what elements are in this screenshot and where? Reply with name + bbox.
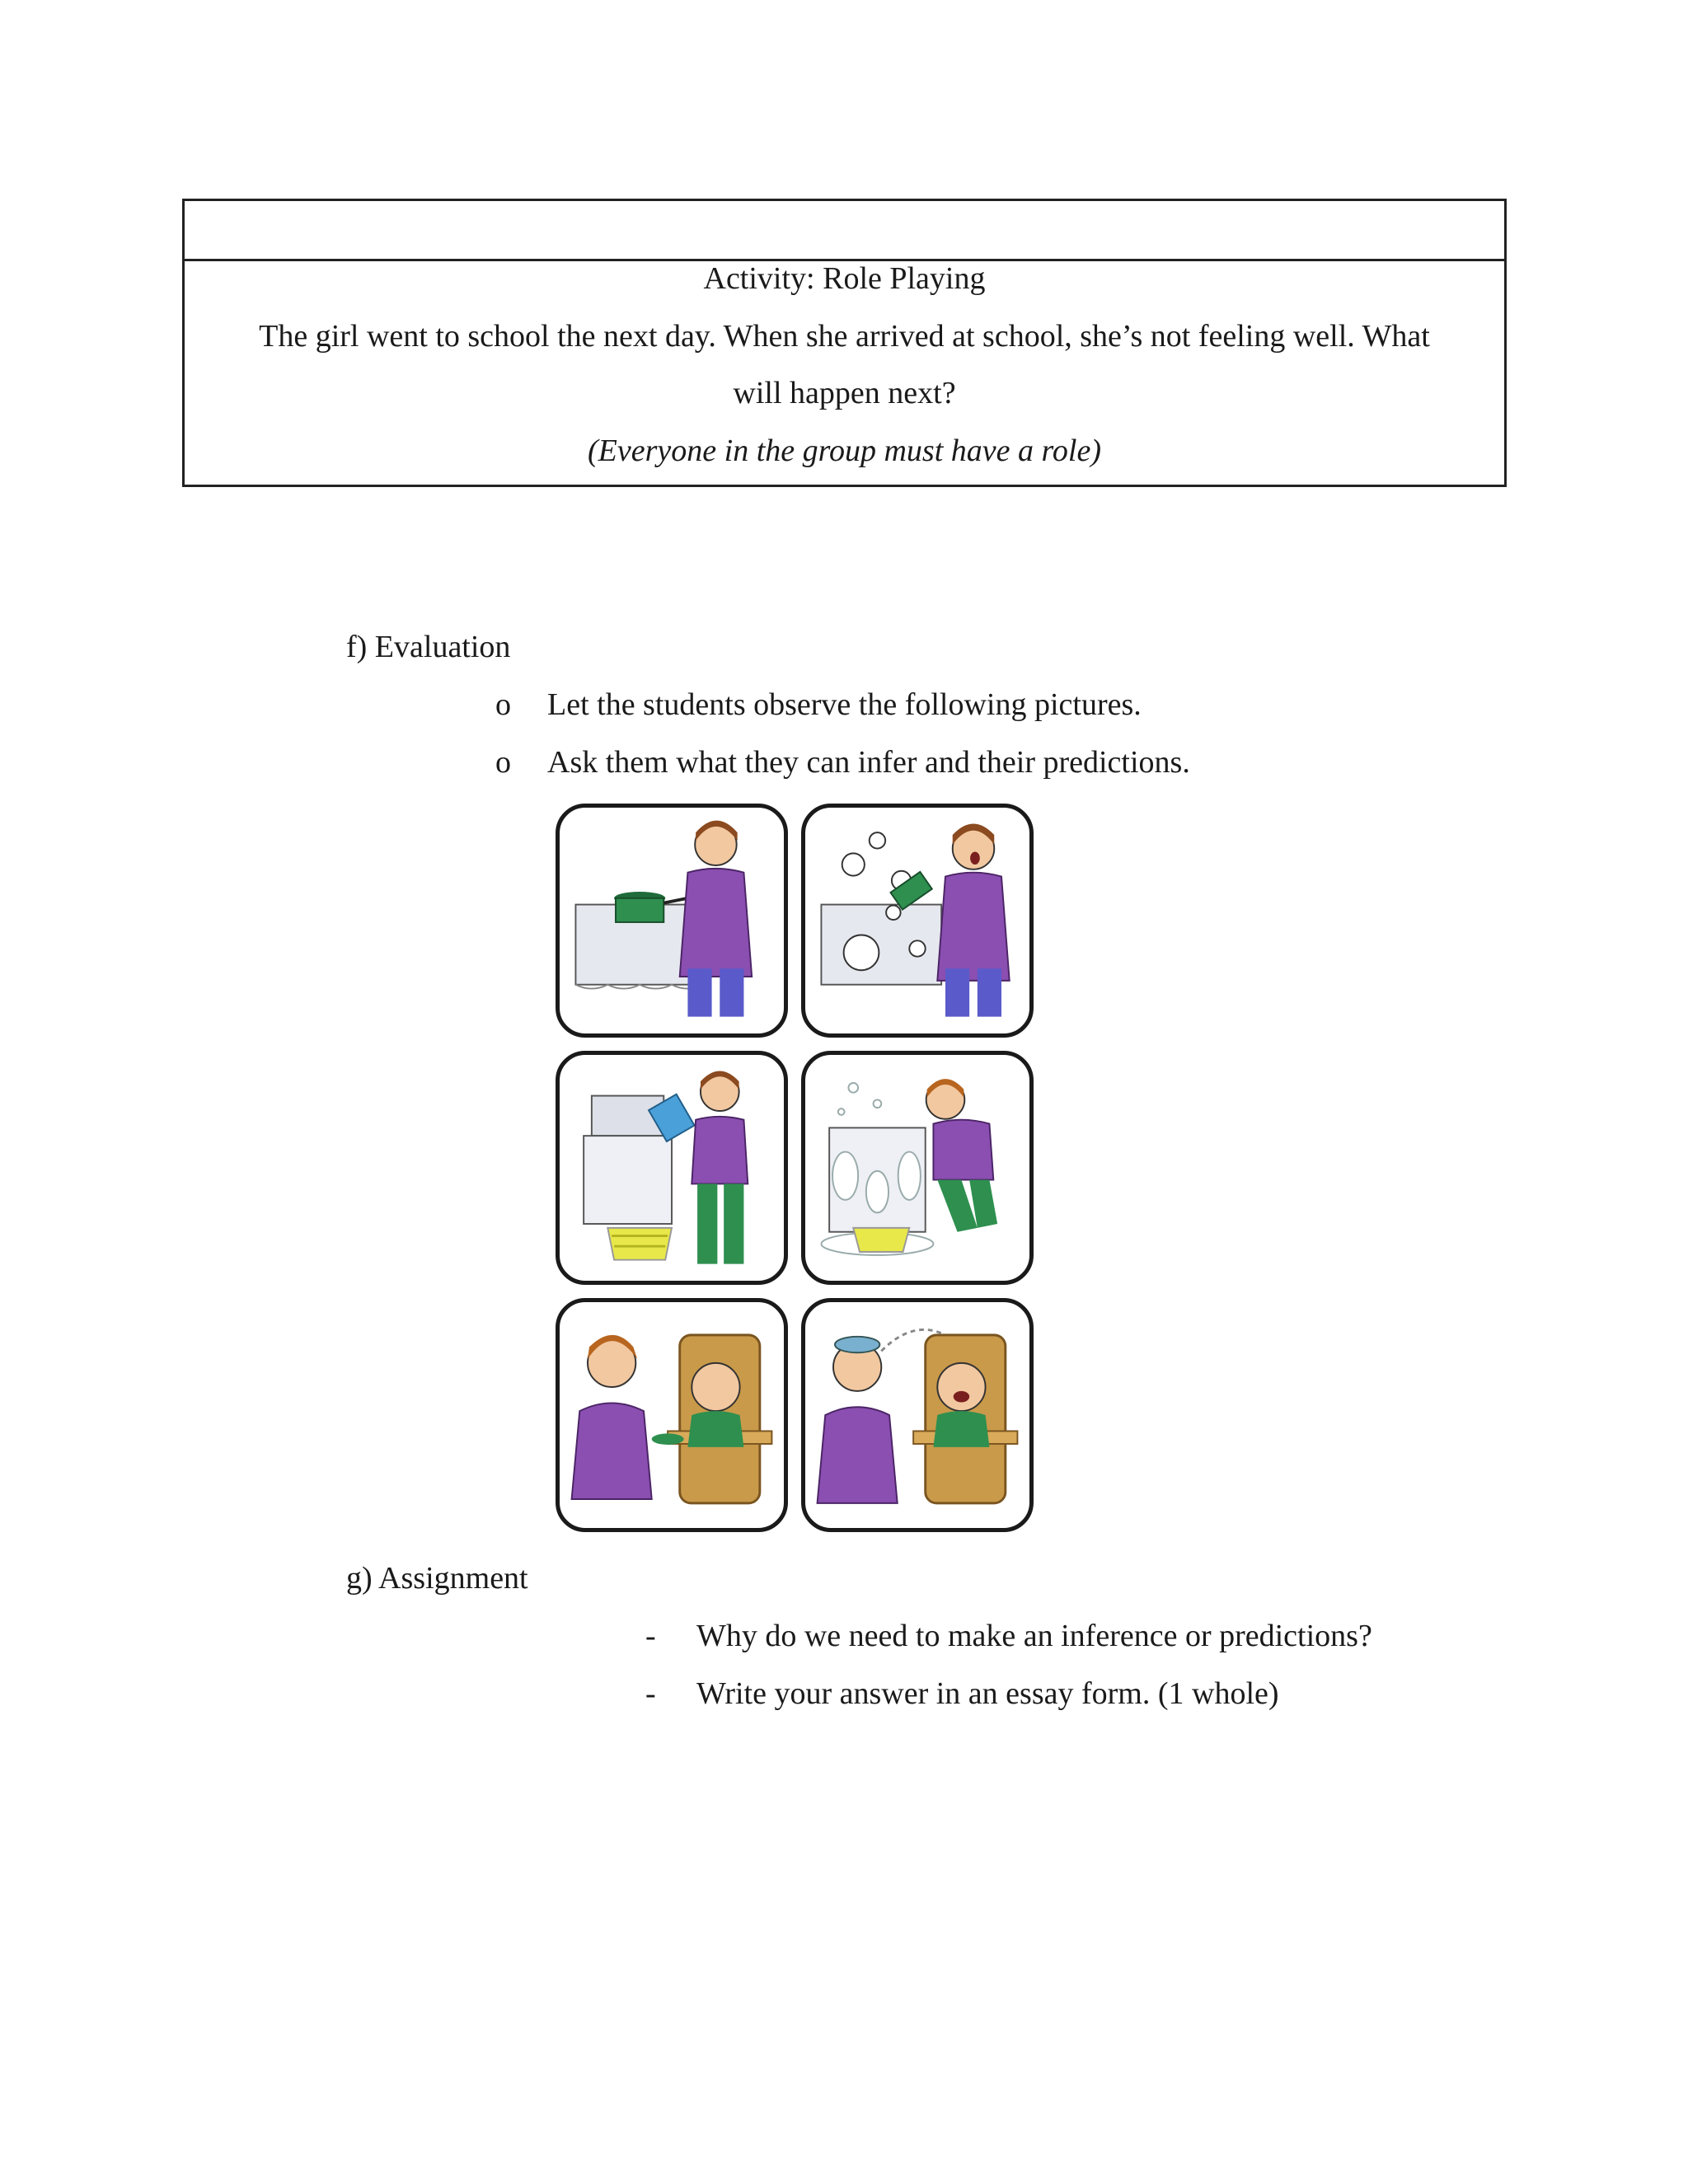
baby-spill-icon <box>801 1298 1034 1532</box>
assignment-heading: g) Assignment <box>346 1561 528 1596</box>
detergent-pouring-icon <box>556 1051 788 1285</box>
activity-prompt-line1: The girl went to school the next day. When she arrived at school, she’s not feeling well. What <box>259 319 1430 354</box>
dash-marker: - <box>645 1619 656 1653</box>
assignment-item: Why do we need to make an inference or predictions? <box>696 1619 1372 1653</box>
bullet-marker: o <box>495 687 511 722</box>
bullet-marker: o <box>495 745 511 780</box>
cooking-pot-icon <box>556 804 788 1038</box>
dash-marker: - <box>645 1676 656 1711</box>
activity-prompt-line2: will happen next? <box>733 376 956 410</box>
evaluation-item: Let the students observe the following pictures. <box>547 687 1142 722</box>
evaluation-item: Ask them what they can infer and their predictions. <box>547 745 1190 780</box>
assignment-item: Write your answer in an essay form. (1 whole) <box>696 1676 1279 1711</box>
activity-note: (Everyone in the group must have a role) <box>588 434 1101 468</box>
activity-title: Activity: Role Playing <box>703 261 986 296</box>
washer-overflow-icon <box>801 1051 1034 1285</box>
evaluation-heading: f) Evaluation <box>346 630 511 664</box>
activity-box <box>182 199 1507 487</box>
activity-header-row <box>185 201 1504 261</box>
picture-grid <box>556 804 1042 1537</box>
popcorn-overflow-icon <box>801 804 1034 1038</box>
feeding-baby-icon <box>556 1298 788 1532</box>
